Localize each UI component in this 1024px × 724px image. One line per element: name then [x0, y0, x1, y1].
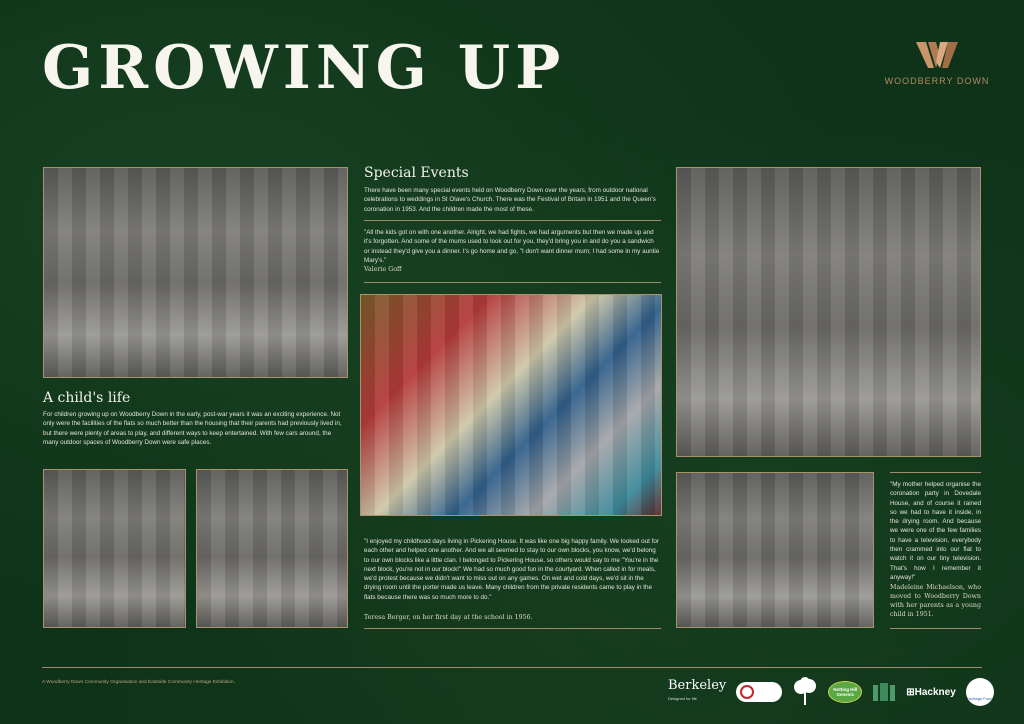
valerie-goff-attribution: Valerie Goff: [364, 266, 402, 273]
hackney-h-icon: ⊞: [906, 686, 915, 698]
photo-family-baby: [196, 469, 348, 628]
divider: [890, 628, 981, 629]
divider: [364, 628, 661, 629]
notting-hill-genesis-logo: Notting Hill Genesis: [828, 681, 862, 703]
berkeley-name: Berkeley: [668, 678, 727, 693]
photo-costume-party: [360, 294, 662, 516]
photo-paper-crowns: [676, 167, 981, 457]
woodberry-w-icon: [914, 40, 960, 70]
valerie-goff-quote: "All the kids got on with one another. Alright, we had fights, we had arguments but then we made up and it's forgotten. And some of the mums used to look out for you, they'd bring you in and do you a sandwich or instead they'd give you a dinner. I's go home and go, "I don't want dinner mum; I had some in my auntie Mary's.": [364, 229, 660, 264]
page-title: GROWING UP: [42, 33, 566, 103]
tree-icon: [792, 677, 818, 707]
footer-note: A Woodberry Down Community Organisation and Eastside Community Heritage Exhibition.: [42, 680, 235, 685]
teresa-berger-attribution: Teresa Berger, on her first day at the school in 1956.: [364, 614, 533, 621]
madeleine-michaelson-attribution: Madeleine Michaelson, who moved to Woodberry Down with her parents as a young child in 1951.: [890, 584, 981, 618]
teresa-berger-quote: "I enjoyed my childhood days living in Pickering House. It was like one big happy family. We looked out for each other and helped one another. And we all seemed to stay to our own blocks, you know, we'd belong to our own blocks like a little clan. I belonged to Pickering House, so others would say to me "You're in the next block, you're not in our block!" We had so much good fun in the courtyard. When called in for meals, we'd protest because we didn't want to miss out on any games. On wet and cold days, we'd sit in the drying room until the porter made us leave. Many children from the private residents came to play in the flats because there was so much more to do.": [364, 538, 659, 601]
woodberry-down-logo: [872, 40, 1002, 86]
childs-life-heading: A child's life: [43, 390, 131, 406]
photo-street-party: [43, 167, 348, 378]
eastside-community-heritage-logo: [736, 682, 782, 702]
divider: [364, 282, 661, 283]
special-events-heading: Special Events: [364, 165, 469, 181]
berkeley-tagline: Designed for life: [668, 696, 697, 701]
divider: [364, 220, 661, 221]
photo-girls-ball: [676, 472, 874, 628]
photo-toddler-steps: [43, 469, 186, 628]
madeleine-michaelson-quote: "My mother helped organise the coronation party in Dovedale House, and of course it rained so we had to have it inside, in the drying room. And because we were one of the few families to have a television, everybody then crammed into our flat to watch it on our tiny television. That's how I remember it anyway!": [890, 481, 981, 581]
woodberry-down-community-icon: [872, 681, 896, 703]
hackney-name: Hackney: [914, 686, 956, 698]
logo-text: WOODBERRY DOWN: [884, 76, 990, 86]
divider: [890, 472, 981, 473]
hackney-logo: [906, 687, 956, 698]
footer-divider: [42, 667, 982, 668]
sponsor-logos: [668, 676, 994, 708]
childs-life-body: For children growing up on Woodberry Down in the early, post-war years it was an exciting experience. Not only were the facilities of the flats so much better than the housing that their parents had previously lived in, but there were plenty of areas to play, and different ways to keep entertained. With few cars around, the many outdoor spaces of Woodberry Down were safe places.: [43, 411, 342, 446]
special-events-body: There have been many special events held on Woodberry Down over the years, from outdoor national celebrations to weddings in St Olave's Church. There was the Festival of Britain in 1951 and the Queen's coronation in 1953. And the children made the most of these.: [364, 187, 656, 213]
heritage-fund-logo: Heritage Fund: [966, 678, 994, 706]
berkeley-logo: [668, 679, 726, 705]
